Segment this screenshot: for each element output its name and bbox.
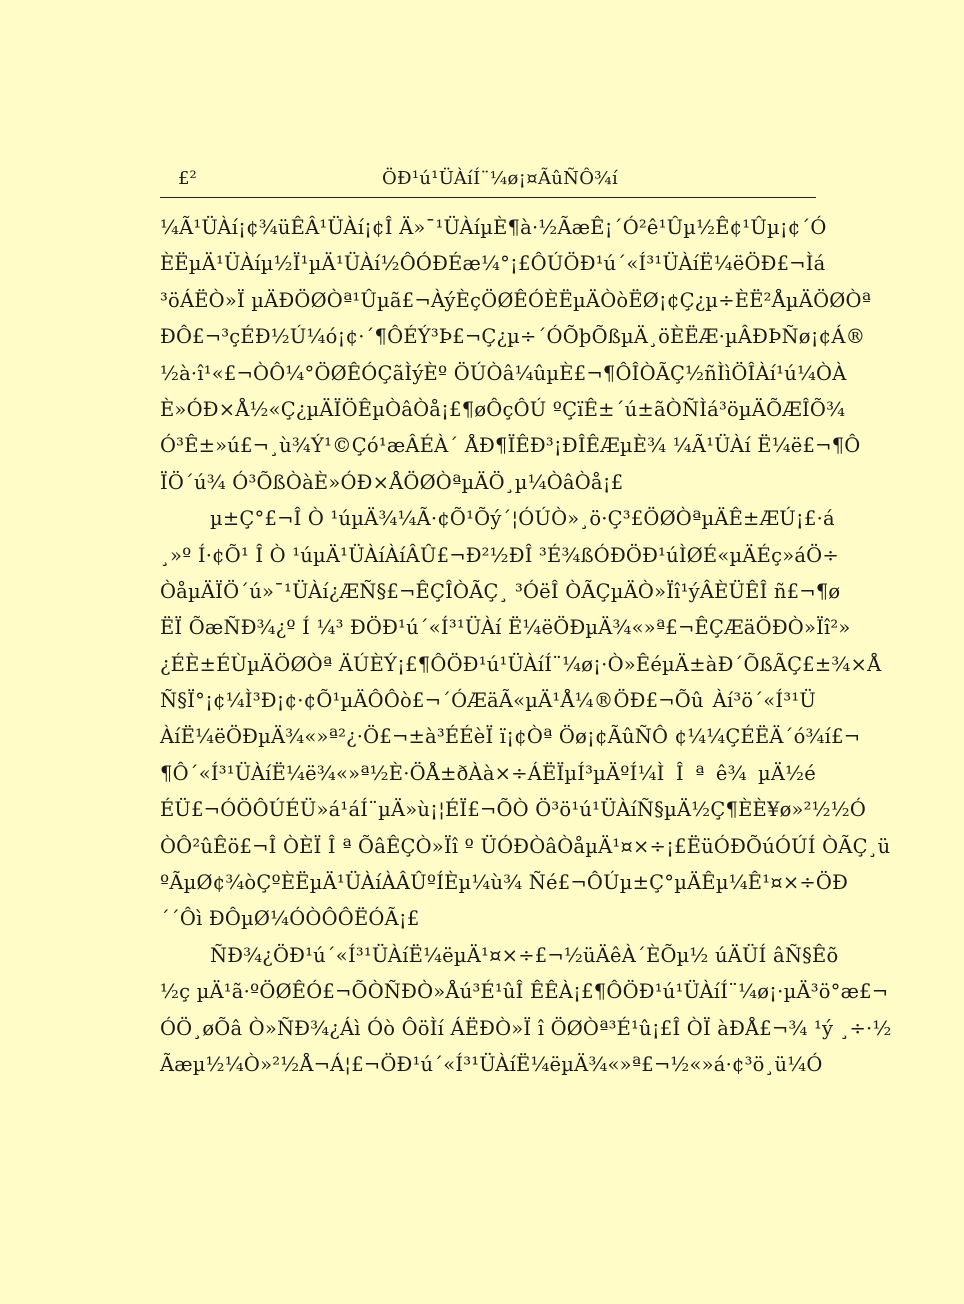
- text-line: ¿ÉÈ±ÉÙµÄÖØÒª ÄÚÈÝ¡£¶ÔÖÐ¹ú¹ÜÀíÍ¨¼ø¡·Ò»ÊéµÄ±àÐ´ÕßÃÇ£±¾×Å: [160, 652, 882, 676]
- text-line: ¶Ô´«Í³¹ÜÀíË¼ë¾«»ª½È·ÖÅ±ðÀà×÷ÁËÏµÍ³µÄºÍ¼Ì Î ª ê¾ µÄ½é: [160, 761, 816, 785]
- text-line: µ±Ç°£¬Î Ò ¹úµÄ¾¼Ã·¢Õ¹Õý´¦ÓÚÒ»¸ö·Ç³£ÖØÒªµÄÊ±ÆÚ¡£·á: [210, 507, 835, 531]
- text-line: ÒåµÄÏÖ´ú»¯¹ÜÀí¿ÆÑ§£¬ÊÇÎÒÃÇ¸ ³ÓëÎ ÒÃÇµÄÒ»Ïî¹ýÂÈÜÊÎ ñ£¬¶ø: [160, 579, 841, 603]
- text-line: ÀíË¼ëÖÐµÄ¾«»ª²¿·Ö£¬±à³ÉÉèÏ ï¡¢Òª Öø¡¢ÃûÑÔ ¢¼¼ÇÉËÄ´ó¾í£¬: [160, 725, 861, 749]
- text-line: ½ç µÄ¹ã·ºÖØÊÓ£¬ÕÒÑÐÒ»Åú³É¹ûÎ ÊÊÀ¡£¶ÔÖÐ¹ú¹ÜÀíÍ¨¼ø¡·µÄ³ö°æ£¬: [160, 980, 889, 1004]
- text-line: ËÏ ÕæÑÐ¾¿º Í ¼³ ÐÖÐ¹ú´«Í³¹ÜÀí Ë¼ëÖÐµÄ¾«»ª£¬ÊÇÆäÖÐÒ»Ïî²»: [160, 616, 851, 640]
- text-line: Ãæµ½¼Ò»²½Å¬Á¦£¬ÖÐ¹ú´«Í³¹ÜÀíË¼ëµÄ¾«»ª£¬½«»á·¢³ö¸ü¼Ó: [160, 1052, 823, 1076]
- running-title: ÖÐ¹ú¹ÜÀíÍ¨¼ø¡¤ÃûÑÔ¾í: [382, 168, 619, 189]
- text-line: ÑÐ¾¿ÖÐ¹ú´«Í³¹ÜÀíË¼ëµÄ¹¤×÷£¬½üÄêÀ´ÈÕµ½ úÄÜÍ âÑ§Êõ: [210, 943, 839, 967]
- paragraph-1: [160, 210, 872, 501]
- text-line: ÒÔ²ûÊö£¬Î ÒÈÏ Î ª ÕâÊÇÒ»Ïî º ÜÓÐÒâÒåµÄ¹¤×÷¡£ËüÓÐÕúÓÚÍ ÒÃÇ¸ü: [160, 834, 891, 858]
- text-line: ÐÔ£¬³çÉÐ½Ú¼ó¡¢·´¶ÔÉÝ³Þ£¬Ç¿µ÷´ÓÕþÕßµÄ¸öÈËÆ·µÂÐÞÑø¡¢Á®: [160, 325, 866, 349]
- text-line: ÈËµÄ¹ÜÀíµ½Ï¹µÄ¹ÜÀí½ÔÓÐÉæ¼°¡£ÔÚÖÐ¹ú´«Í³¹ÜÀíË¼ëÖÐ£¬Ìá: [160, 252, 826, 276]
- text-line: Ñ§Ï°¡¢¼Ì³Ð¡¢·¢Õ¹µÄÔÔò£¬´ÓÆäÃ«µÄ¹Å¼®ÖÐ£¬Õû Àí³ö´«Í³¹Ü: [160, 689, 816, 713]
- text-line: Ó³Ê±»ú£¬¸ù¾Ý¹©Çó¹æÂÉÀ´ ÅÐ¶ÏÊÐ³¡ÐÎÊÆµÈ¾ ¼Ã¹ÜÀí Ë¼ë£¬¶Ô: [160, 434, 861, 458]
- text-line: ½à·î¹«£¬ÒÔ¼°ÖØÊÓÇãÌýÈº ÖÚÒâ¼ûµÈ£¬¶ÔÎÒÃÇ½ñÌìÖÎÀí¹ú¼ÒÀ: [160, 361, 847, 385]
- text-line: ¼Ã¹ÜÀí¡¢¾üÊÂ¹ÜÀí¡¢Î Ä»¯¹ÜÀíµÈ¶à·½ÃæÊ¡´Ó²ê¹Ûµ½Ê¢¹Ûµ¡¢´Ó: [160, 216, 827, 239]
- text-line: ÓÖ¸øÕâ Ò»ÑÐ¾¿Áì Óò ÔöÌí ÁËÐÒ»Ï î ÖØÒª³É¹û¡£Î ÒÏ àÐÅ£¬¾ ¹ý ¸÷·½: [160, 1016, 892, 1040]
- text-line: È»ÓÐ×Å½«Ç¿µÄÏÖÊµÒâÒå¡£¶øÔçÔÚ ºÇïÊ±´ú±ãÒÑÌá³öµÄÕÆÎÕ¾: [160, 397, 846, 421]
- text-line: ÉÜ£¬ÓÖÔÚÉÜ»á¹áÍ¨µÄ»ù¡¦ÉÏ£¬ÕÒ Ö³ö¹ú¹ÜÀíÑ§µÄ½Ç¶ÈÈ¥ø»²½½Ó: [160, 798, 867, 822]
- text-line: ¸»º Í·¢Õ¹ Î Ò ¹úµÄ¹ÜÀíÀíÂÛ£¬Ð²½ÐÎ ³É¾ßÓÐÖÐ¹úÌØÉ«µÄÉç»áÖ÷: [160, 543, 839, 567]
- body-text: [160, 210, 892, 1083]
- paragraph-2: [160, 501, 891, 938]
- page-header: [160, 162, 816, 198]
- text-line: ÏÖ´ú¾ Ó³ÕßÒàÈ»ÓÐ×ÅÖØÒªµÄÖ¸µ¼ÒâÒå¡£: [160, 470, 624, 494]
- text-line: ´´Ôì ÐÔµØ¼ÓÒÔÔËÓÃ¡£: [160, 907, 420, 931]
- text-line: ³öÁËÒ»Ï µÄÐÖØÒª¹Ûµã£¬ÀýÈçÖØÊÓÈËµÄÒòËØ¡¢Ç¿µ÷ÈË²ÅµÄÖØÒª: [160, 288, 872, 312]
- text-line: ºÃµØ¢¾òÇºÈËµÄ¹ÜÀíÀÂÛºÍÈµ¼ù¾ Ñé£¬ÔÚµ±Ç°µÄÊµ¼Ê¹¤×÷ÖÐ: [160, 871, 849, 895]
- paragraph-3: [160, 938, 892, 1084]
- page-number: £²: [178, 168, 197, 189]
